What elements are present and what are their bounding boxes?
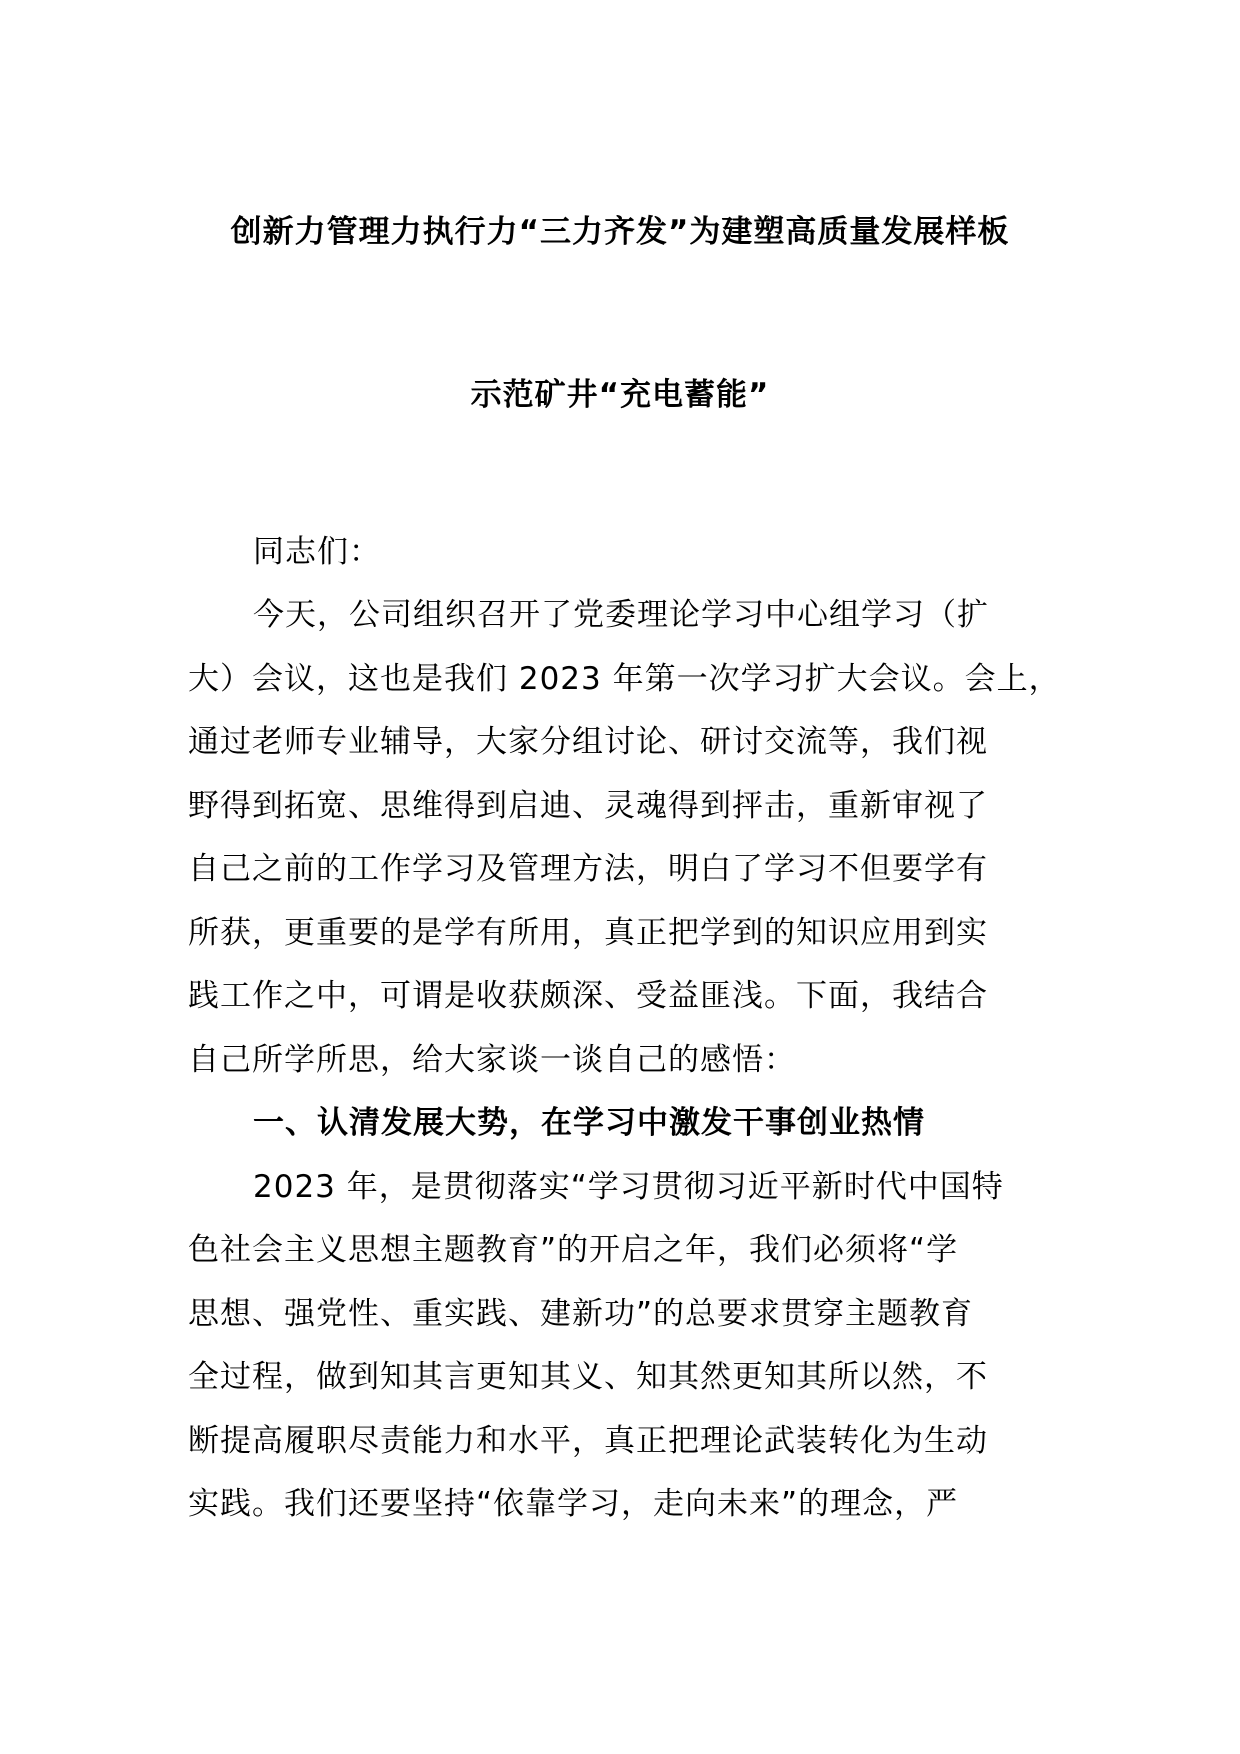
body-line: 全过程，做到知其言更知其义、知其然更知其所以然，不 xyxy=(188,1359,988,1395)
section-heading: 一、认清发展大势，在学习中激发干事创业热情 xyxy=(253,1105,925,1141)
document-title-line-1: 创新力管理力执行力“三力齐发”为建塑高质量发展样板 xyxy=(230,214,1010,250)
body-line: 色社会主义思想主题教育”的开启之年，我们必须将“学 xyxy=(188,1232,959,1268)
body-line: 断提高履职尽责能力和水平，真正把理论武装转化为生动 xyxy=(188,1423,988,1459)
body-line: 所获，更重要的是学有所用，真正把学到的知识应用到实 xyxy=(188,915,988,951)
body-line: 自己所学所思，给大家谈一谈自己的感悟： xyxy=(188,1042,796,1078)
salutation-line: 同志们： xyxy=(253,534,381,570)
body-line: 2023 年，是贯彻落实“学习贯彻习近平新时代中国特 xyxy=(253,1169,1004,1205)
body-line: 通过老师专业辅导，大家分组讨论、研讨交流等，我们视 xyxy=(188,724,988,760)
body-line: 实践。我们还要坚持“依靠学习，走向未来”的理念，严 xyxy=(188,1486,959,1522)
body-line: 野得到拓宽、思维得到启迪、灵魂得到抨击，重新审视了 xyxy=(188,788,988,824)
body-line: 自己之前的工作学习及管理方法，明白了学习不但要学有 xyxy=(188,851,988,887)
body-line: 思想、强党性、重实践、建新功”的总要求贯穿主题教育 xyxy=(188,1296,974,1332)
body-line: 大）会议，这也是我们 2023 年第一次学习扩大会议。会上， xyxy=(188,661,1061,697)
body-line: 今天，公司组织召开了党委理论学习中心组学习（扩 xyxy=(253,597,989,633)
document-title-line-2: 示范矿井“充电蓄能” xyxy=(470,377,770,413)
body-line: 践工作之中，可谓是收获颇深、受益匪浅。下面，我结合 xyxy=(188,978,988,1014)
